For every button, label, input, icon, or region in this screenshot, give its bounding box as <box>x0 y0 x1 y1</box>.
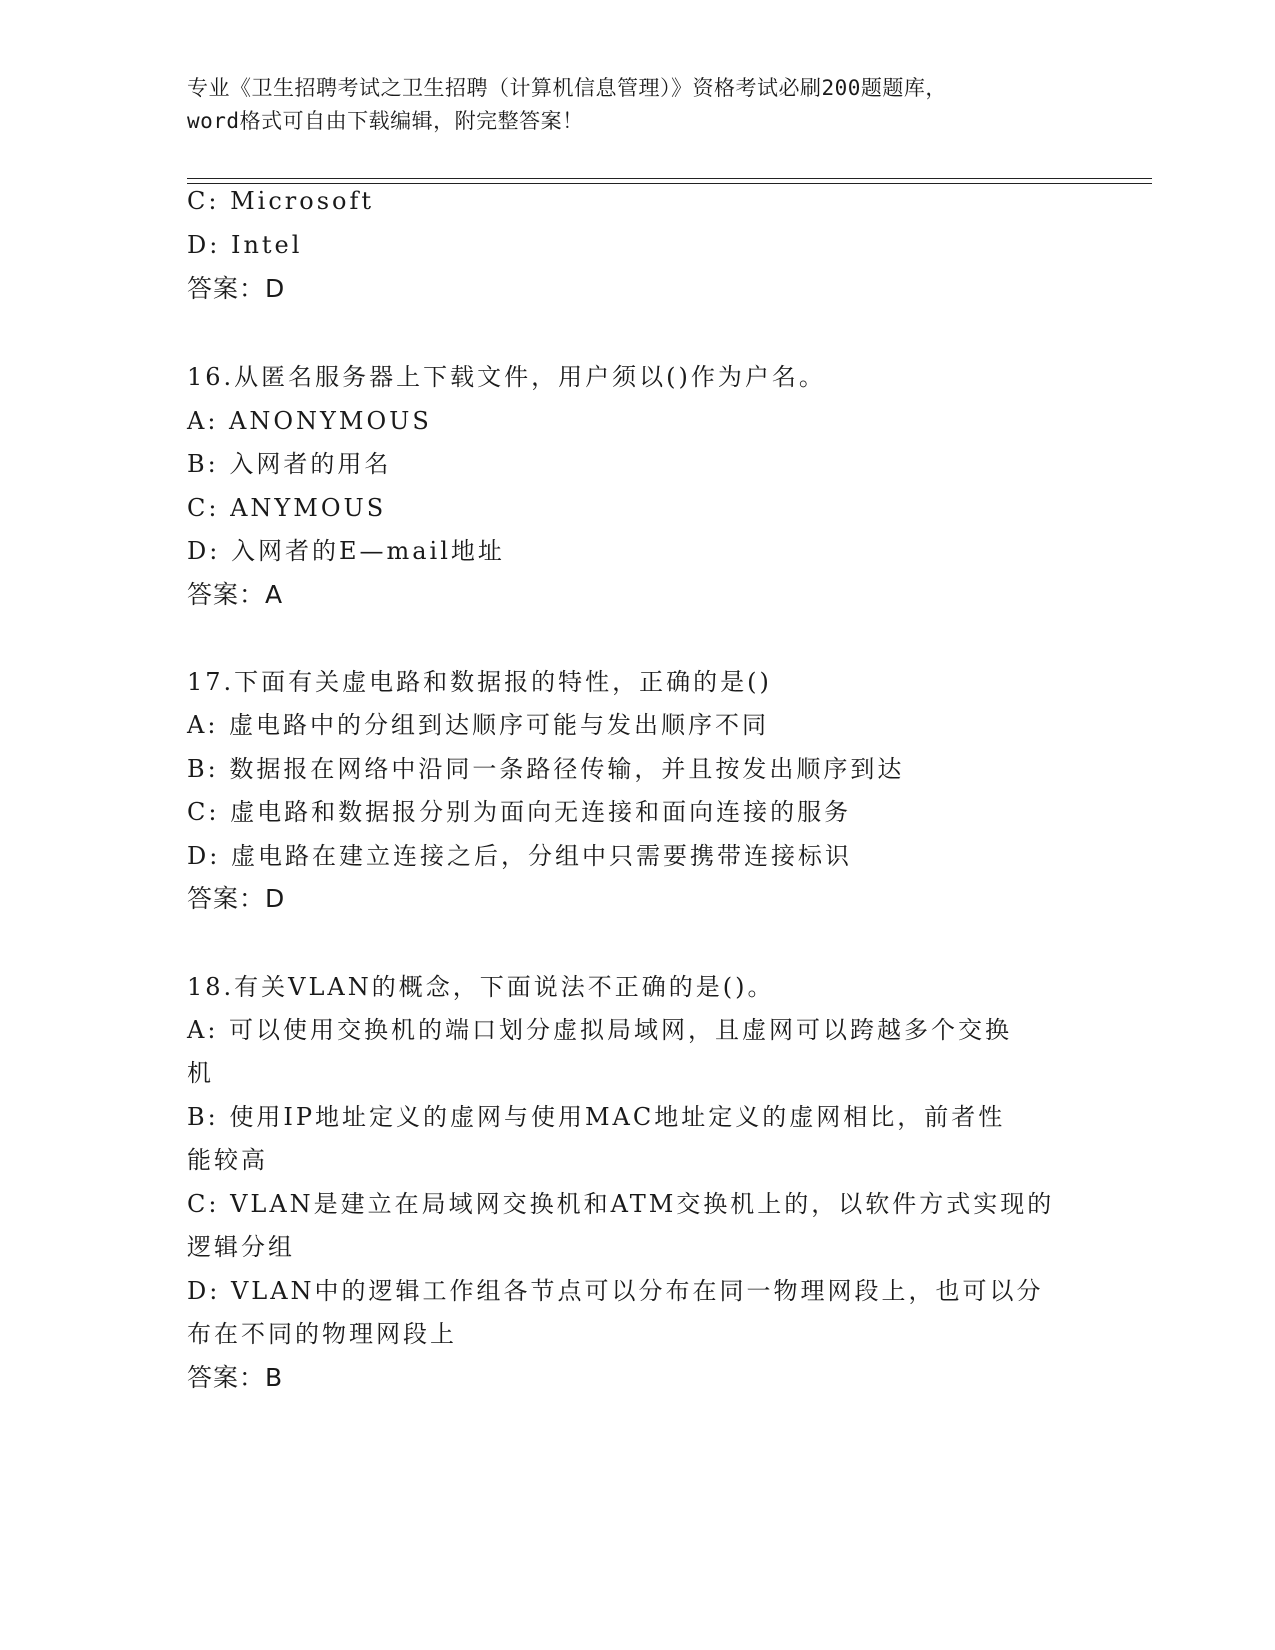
header-title-line-1: 专业《卫生招聘考试之卫生招聘（计算机信息管理）》资格考试必刷200题题库， <box>187 76 947 100</box>
q16-answer: 答案：A <box>187 580 284 609</box>
q18-question: 18.有关VLAN的概念，下面说法不正确的是()。 <box>187 973 775 1001</box>
q18-answer: 答案：B <box>187 1363 284 1392</box>
q15-option-c: C: Microsoft <box>187 187 374 215</box>
q18-option-b-line-2: 能较高 <box>187 1146 268 1174</box>
document-header <box>187 72 1087 138</box>
q16-option-c: C: ANYMOUS <box>187 494 387 522</box>
q15-option-d: D: Intel <box>187 231 303 259</box>
q17-answer: 答案：D <box>187 884 286 913</box>
q18-option-c-line-2: 逻辑分组 <box>187 1233 295 1261</box>
header-divider-top <box>187 178 1152 179</box>
q18-option-c-line-1: C: VLAN是建立在局域网交换机和ATM交换机上的，以软件方式实现的 <box>187 1190 1055 1218</box>
q17-question: 17.下面有关虚电路和数据报的特性，正确的是() <box>187 668 772 696</box>
q16-option-a: A: ANONYMOUS <box>187 407 432 435</box>
q17-option-a: A: 虚电路中的分组到达顺序可能与发出顺序不同 <box>187 711 770 739</box>
q18-option-a-line-1: A: 可以使用交换机的端口划分虚拟局域网，且虚网可以跨越多个交换 <box>187 1016 1013 1044</box>
q17-option-c: C: 虚电路和数据报分别为面向无连接和面向连接的服务 <box>187 798 852 826</box>
q18-option-b-line-1: B: 使用IP地址定义的虚网与使用MAC地址定义的虚网相比，前者性 <box>187 1103 1006 1131</box>
header-divider-bottom <box>187 183 1152 184</box>
q16-question: 16.从匿名服务器上下载文件，用户须以()作为户名。 <box>187 363 826 391</box>
q17-option-d: D: 虚电路在建立连接之后，分组中只需要携带连接标识 <box>187 842 852 870</box>
q18-option-a-line-2: 机 <box>187 1059 214 1087</box>
q17-option-b: B: 数据报在网络中沿同一条路径传输，并且按发出顺序到达 <box>187 755 905 783</box>
q16-option-b: B: 入网者的用名 <box>187 450 392 478</box>
q16-option-d: D: 入网者的E—mail地址 <box>187 537 505 565</box>
header-title-line-2: word格式可自由下载编辑，附完整答案！ <box>187 109 584 133</box>
q18-option-d-line-2: 布在不同的物理网段上 <box>187 1320 457 1348</box>
q15-answer: 答案：D <box>187 274 286 303</box>
q18-option-d-line-1: D: VLAN中的逻辑工作组各节点可以分布在同一物理网段上，也可以分 <box>187 1277 1044 1305</box>
